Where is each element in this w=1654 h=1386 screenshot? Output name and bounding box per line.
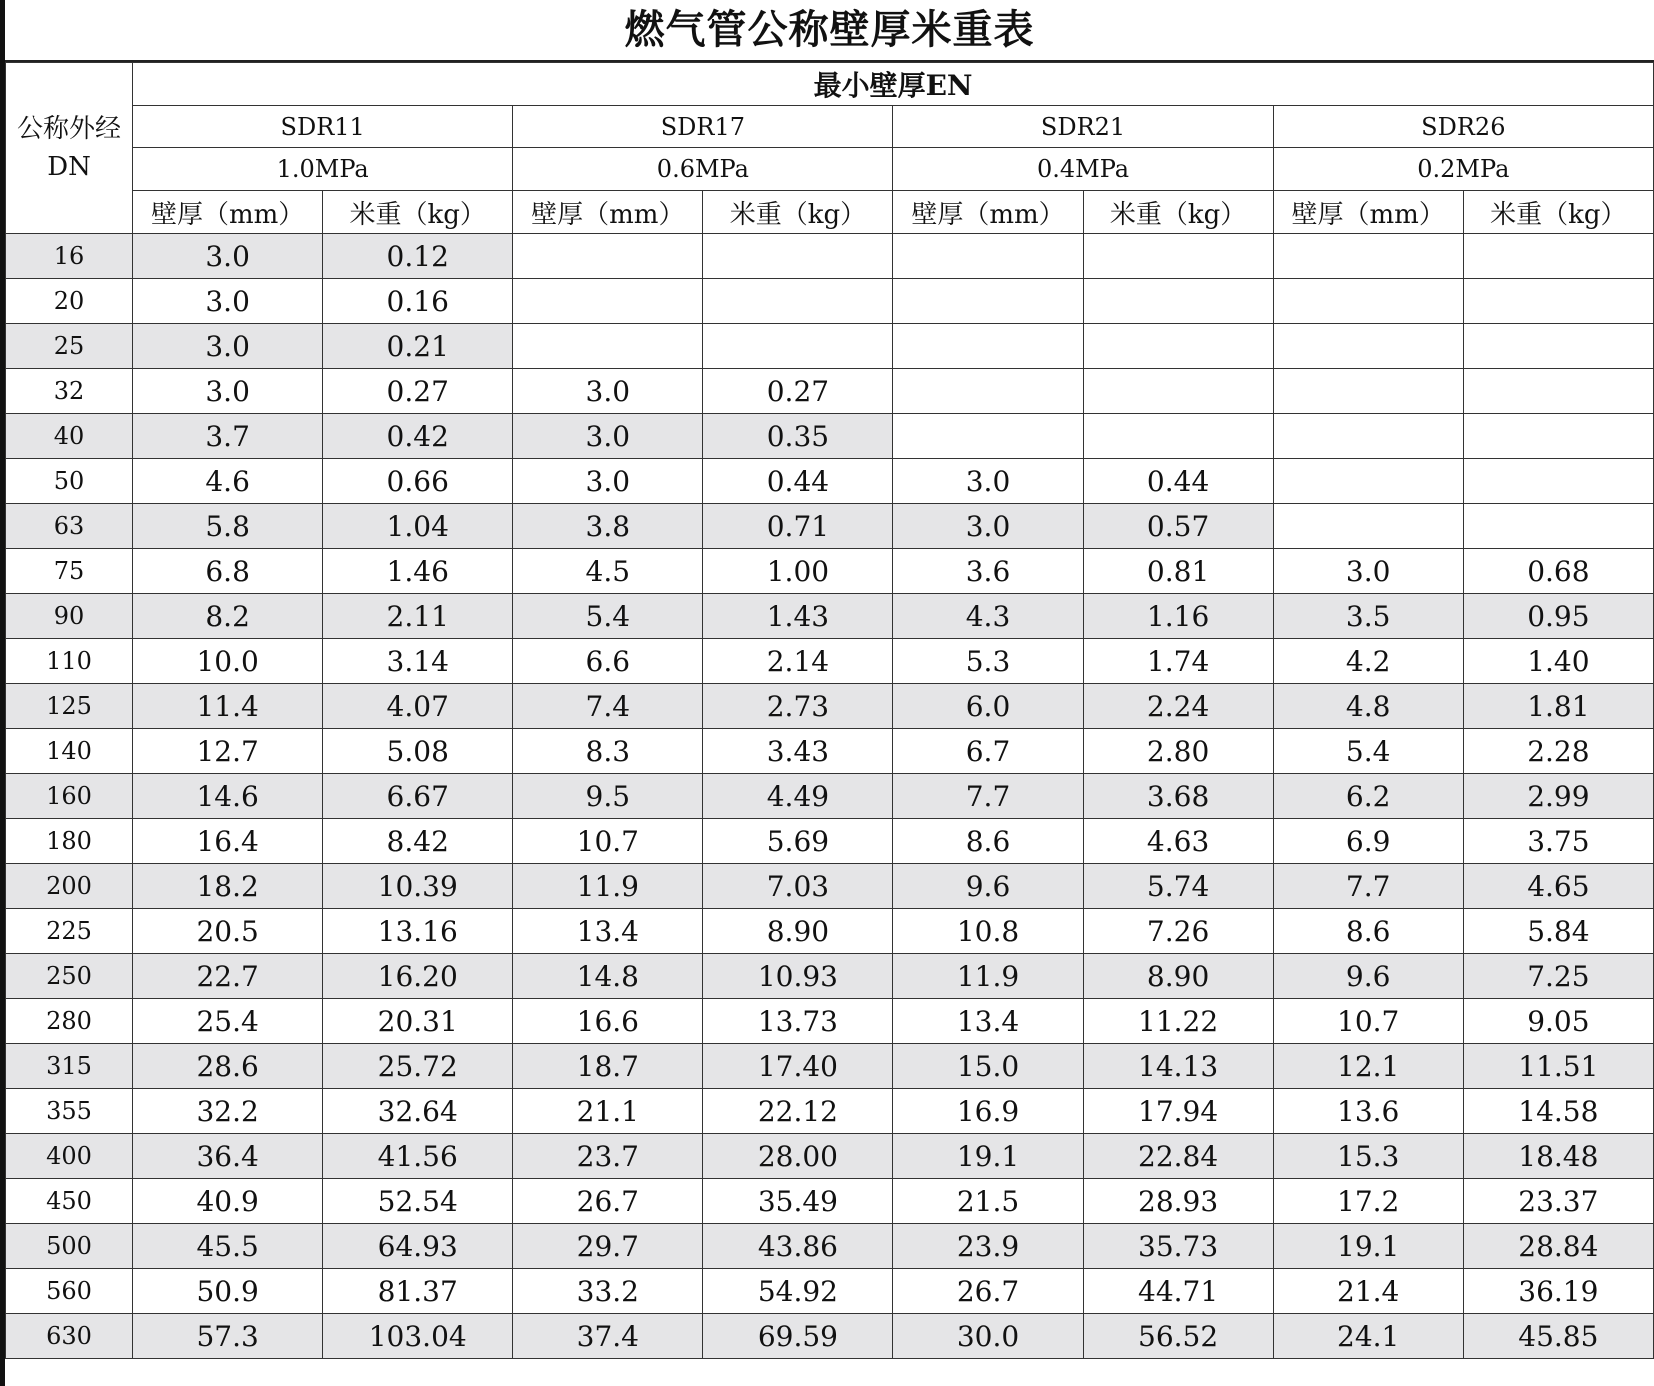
cell-sdr11-weight: 1.04 [323, 504, 513, 549]
cell-sdr17-weight: 10.93 [703, 954, 893, 999]
cell-sdr17-weight [703, 234, 893, 279]
cell-sdr21-weight: 0.81 [1083, 549, 1273, 594]
cell-sdr17-thickness: 14.8 [513, 954, 703, 999]
cell-sdr21-weight [1083, 414, 1273, 459]
cell-sdr26-thickness [1273, 459, 1463, 504]
cell-sdr11-thickness: 8.2 [133, 594, 323, 639]
cell-sdr26-weight: 2.99 [1463, 774, 1653, 819]
table-body [6, 234, 1654, 1359]
cell-sdr21-thickness [893, 414, 1083, 459]
cell-sdr21-thickness: 4.3 [893, 594, 1083, 639]
cell-sdr21-weight: 2.24 [1083, 684, 1273, 729]
table-row [6, 909, 1654, 954]
cell-sdr21-thickness: 6.7 [893, 729, 1083, 774]
cell-sdr17-thickness: 3.0 [513, 459, 703, 504]
cell-sdr21-thickness: 6.0 [893, 684, 1083, 729]
cell-sdr11-weight: 13.16 [323, 909, 513, 954]
cell-sdr11-thickness: 5.8 [133, 504, 323, 549]
cell-sdr11-thickness: 4.6 [133, 459, 323, 504]
cell-dn: 450 [6, 1179, 133, 1224]
table-row [6, 729, 1654, 774]
col-weight-sdr11: 米重（kg） [323, 191, 513, 234]
cell-dn: 355 [6, 1089, 133, 1134]
cell-sdr21-weight: 44.71 [1083, 1269, 1273, 1314]
cell-sdr11-weight: 1.46 [323, 549, 513, 594]
cell-sdr26-weight: 7.25 [1463, 954, 1653, 999]
cell-sdr17-weight: 1.43 [703, 594, 893, 639]
cell-sdr21-thickness: 3.0 [893, 459, 1083, 504]
cell-sdr17-thickness: 10.7 [513, 819, 703, 864]
sdr-header-sdr26: SDR26 [1273, 106, 1653, 148]
table-row [6, 504, 1654, 549]
cell-sdr11-weight: 0.12 [323, 234, 513, 279]
cell-sdr21-weight: 3.68 [1083, 774, 1273, 819]
table-row [6, 324, 1654, 369]
cell-sdr11-weight: 3.14 [323, 639, 513, 684]
cell-sdr21-thickness [893, 369, 1083, 414]
cell-sdr11-weight: 16.20 [323, 954, 513, 999]
cell-sdr26-weight: 11.51 [1463, 1044, 1653, 1089]
cell-sdr17-weight: 2.73 [703, 684, 893, 729]
cell-sdr21-weight: 22.84 [1083, 1134, 1273, 1179]
table-row [6, 1134, 1654, 1179]
cell-sdr17-thickness: 4.5 [513, 549, 703, 594]
cell-sdr11-thickness: 22.7 [133, 954, 323, 999]
cell-sdr17-weight: 13.73 [703, 999, 893, 1044]
pipe-weight-table [5, 62, 1654, 1359]
cell-sdr11-weight: 52.54 [323, 1179, 513, 1224]
pressure-header-sdr21: 0.4MPa [893, 148, 1273, 191]
cell-sdr17-weight: 8.90 [703, 909, 893, 954]
cell-sdr21-weight: 7.26 [1083, 909, 1273, 954]
sdr-header-sdr11: SDR11 [133, 106, 513, 148]
cell-sdr26-weight [1463, 234, 1653, 279]
table-row [6, 1044, 1654, 1089]
cell-sdr17-weight: 22.12 [703, 1089, 893, 1134]
cell-sdr11-thickness: 11.4 [133, 684, 323, 729]
col-weight-sdr17: 米重（kg） [703, 191, 893, 234]
cell-sdr11-thickness: 20.5 [133, 909, 323, 954]
cell-sdr26-weight [1463, 459, 1653, 504]
col-thickness-sdr17: 壁厚（mm） [513, 191, 703, 234]
cell-sdr11-thickness: 50.9 [133, 1269, 323, 1314]
cell-sdr21-thickness [893, 279, 1083, 324]
cell-dn: 400 [6, 1134, 133, 1179]
dn-header-line1: 公称外经 [17, 114, 122, 144]
cell-sdr11-thickness: 3.0 [133, 279, 323, 324]
sdr-header-sdr17: SDR17 [513, 106, 893, 148]
cell-sdr26-weight [1463, 414, 1653, 459]
cell-sdr17-thickness: 21.1 [513, 1089, 703, 1134]
cell-dn: 16 [6, 234, 133, 279]
cell-sdr26-weight: 9.05 [1463, 999, 1653, 1044]
col-thickness-sdr21: 壁厚（mm） [893, 191, 1083, 234]
cell-sdr11-weight: 0.66 [323, 459, 513, 504]
cell-sdr11-weight: 4.07 [323, 684, 513, 729]
cell-sdr17-thickness: 3.0 [513, 414, 703, 459]
cell-sdr17-thickness: 16.6 [513, 999, 703, 1044]
col-thickness-sdr11: 壁厚（mm） [133, 191, 323, 234]
table-row [6, 774, 1654, 819]
table-title: 燃气管公称壁厚米重表 [5, 0, 1654, 62]
cell-sdr21-weight [1083, 369, 1273, 414]
cell-sdr21-thickness: 9.6 [893, 864, 1083, 909]
cell-sdr17-weight: 4.49 [703, 774, 893, 819]
cell-sdr21-thickness: 3.0 [893, 504, 1083, 549]
cell-sdr11-thickness: 18.2 [133, 864, 323, 909]
cell-dn: 560 [6, 1269, 133, 1314]
cell-sdr17-weight [703, 324, 893, 369]
cell-sdr11-thickness: 57.3 [133, 1314, 323, 1359]
cell-sdr17-thickness: 5.4 [513, 594, 703, 639]
cell-sdr21-thickness: 11.9 [893, 954, 1083, 999]
cell-dn: 32 [6, 369, 133, 414]
col-weight-sdr21: 米重（kg） [1083, 191, 1273, 234]
cell-sdr11-thickness: 16.4 [133, 819, 323, 864]
cell-sdr11-weight: 6.67 [323, 774, 513, 819]
cell-sdr17-thickness: 18.7 [513, 1044, 703, 1089]
cell-dn: 280 [6, 999, 133, 1044]
cell-dn: 500 [6, 1224, 133, 1269]
cell-sdr26-thickness: 3.0 [1273, 549, 1463, 594]
cell-sdr21-weight: 8.90 [1083, 954, 1273, 999]
cell-sdr11-weight: 5.08 [323, 729, 513, 774]
cell-sdr26-weight: 1.40 [1463, 639, 1653, 684]
cell-sdr21-thickness: 5.3 [893, 639, 1083, 684]
cell-dn: 50 [6, 459, 133, 504]
cell-sdr26-thickness: 12.1 [1273, 1044, 1463, 1089]
cell-sdr17-thickness: 7.4 [513, 684, 703, 729]
pressure-header-sdr26: 0.2MPa [1273, 148, 1653, 191]
table-row [6, 414, 1654, 459]
table-row [6, 1089, 1654, 1134]
cell-sdr21-thickness [893, 234, 1083, 279]
cell-sdr17-thickness: 8.3 [513, 729, 703, 774]
cell-sdr11-weight: 10.39 [323, 864, 513, 909]
cell-sdr26-thickness: 5.4 [1273, 729, 1463, 774]
cell-dn: 90 [6, 594, 133, 639]
table-row [6, 639, 1654, 684]
cell-sdr26-weight [1463, 279, 1653, 324]
cell-sdr11-thickness: 40.9 [133, 1179, 323, 1224]
cell-sdr11-weight: 0.21 [323, 324, 513, 369]
cell-sdr17-weight: 5.69 [703, 819, 893, 864]
cell-sdr26-thickness: 13.6 [1273, 1089, 1463, 1134]
cell-sdr26-weight [1463, 504, 1653, 549]
cell-sdr17-thickness: 23.7 [513, 1134, 703, 1179]
cell-sdr17-thickness: 3.0 [513, 369, 703, 414]
cell-sdr26-weight: 5.84 [1463, 909, 1653, 954]
cell-sdr26-thickness [1273, 414, 1463, 459]
cell-sdr11-weight: 0.42 [323, 414, 513, 459]
cell-sdr17-weight [703, 279, 893, 324]
cell-sdr11-weight: 25.72 [323, 1044, 513, 1089]
pressure-header-sdr17: 0.6MPa [513, 148, 893, 191]
cell-sdr26-thickness: 4.2 [1273, 639, 1463, 684]
cell-sdr26-thickness: 15.3 [1273, 1134, 1463, 1179]
cell-sdr21-weight: 35.73 [1083, 1224, 1273, 1269]
cell-sdr26-weight [1463, 324, 1653, 369]
cell-sdr21-thickness: 13.4 [893, 999, 1083, 1044]
cell-sdr11-thickness: 25.4 [133, 999, 323, 1044]
cell-sdr26-weight: 2.28 [1463, 729, 1653, 774]
cell-sdr11-weight: 20.31 [323, 999, 513, 1044]
cell-sdr26-weight: 23.37 [1463, 1179, 1653, 1224]
cell-sdr11-thickness: 36.4 [133, 1134, 323, 1179]
cell-dn: 180 [6, 819, 133, 864]
cell-sdr11-thickness: 32.2 [133, 1089, 323, 1134]
cell-sdr26-thickness: 6.9 [1273, 819, 1463, 864]
cell-sdr17-weight: 2.14 [703, 639, 893, 684]
cell-sdr17-thickness: 29.7 [513, 1224, 703, 1269]
cell-sdr11-weight: 64.93 [323, 1224, 513, 1269]
cell-sdr11-weight: 103.04 [323, 1314, 513, 1359]
cell-sdr17-weight: 3.43 [703, 729, 893, 774]
cell-sdr26-weight: 1.81 [1463, 684, 1653, 729]
cell-sdr26-thickness: 3.5 [1273, 594, 1463, 639]
cell-sdr17-thickness: 9.5 [513, 774, 703, 819]
cell-sdr21-weight: 14.13 [1083, 1044, 1273, 1089]
cell-sdr26-thickness: 6.2 [1273, 774, 1463, 819]
cell-sdr26-thickness [1273, 324, 1463, 369]
cell-sdr17-weight: 35.49 [703, 1179, 893, 1224]
cell-sdr21-weight: 4.63 [1083, 819, 1273, 864]
table-row [6, 1314, 1654, 1359]
cell-dn: 63 [6, 504, 133, 549]
cell-sdr17-weight: 7.03 [703, 864, 893, 909]
table-row [6, 369, 1654, 414]
cell-sdr21-weight: 56.52 [1083, 1314, 1273, 1359]
cell-sdr11-thickness: 14.6 [133, 774, 323, 819]
table-row [6, 1224, 1654, 1269]
cell-dn: 225 [6, 909, 133, 954]
cell-sdr11-thickness: 12.7 [133, 729, 323, 774]
dn-header [6, 63, 133, 234]
cell-sdr11-thickness: 28.6 [133, 1044, 323, 1089]
min-wall-thickness-header: 最小壁厚EN [133, 63, 1654, 106]
cell-sdr17-thickness: 3.8 [513, 504, 703, 549]
cell-sdr26-thickness [1273, 369, 1463, 414]
cell-sdr17-weight: 17.40 [703, 1044, 893, 1089]
table-row [6, 819, 1654, 864]
cell-sdr26-weight: 28.84 [1463, 1224, 1653, 1269]
table-header [6, 63, 1654, 234]
cell-sdr21-weight: 0.44 [1083, 459, 1273, 504]
cell-sdr26-weight [1463, 369, 1653, 414]
cell-sdr21-weight: 11.22 [1083, 999, 1273, 1044]
cell-sdr11-thickness: 3.0 [133, 324, 323, 369]
cell-dn: 25 [6, 324, 133, 369]
cell-sdr26-thickness: 8.6 [1273, 909, 1463, 954]
cell-sdr26-weight: 0.68 [1463, 549, 1653, 594]
cell-sdr26-thickness: 4.8 [1273, 684, 1463, 729]
sdr-header-sdr21: SDR21 [893, 106, 1273, 148]
cell-sdr11-weight: 32.64 [323, 1089, 513, 1134]
cell-sdr21-weight: 17.94 [1083, 1089, 1273, 1134]
cell-sdr26-weight: 3.75 [1463, 819, 1653, 864]
cell-sdr26-thickness: 24.1 [1273, 1314, 1463, 1359]
cell-sdr11-weight: 8.42 [323, 819, 513, 864]
cell-sdr17-thickness: 33.2 [513, 1269, 703, 1314]
cell-sdr21-thickness [893, 324, 1083, 369]
cell-sdr11-thickness: 3.0 [133, 369, 323, 414]
cell-dn: 200 [6, 864, 133, 909]
cell-dn: 20 [6, 279, 133, 324]
dn-header-line2: DN [47, 152, 91, 182]
cell-sdr21-weight: 1.74 [1083, 639, 1273, 684]
cell-sdr21-thickness: 19.1 [893, 1134, 1083, 1179]
cell-sdr17-thickness [513, 279, 703, 324]
cell-sdr17-thickness: 26.7 [513, 1179, 703, 1224]
cell-dn: 110 [6, 639, 133, 684]
table-row [6, 1269, 1654, 1314]
cell-sdr21-weight [1083, 279, 1273, 324]
col-weight-sdr26: 米重（kg） [1463, 191, 1653, 234]
cell-sdr11-weight: 81.37 [323, 1269, 513, 1314]
cell-sdr17-thickness: 6.6 [513, 639, 703, 684]
cell-sdr17-weight: 0.71 [703, 504, 893, 549]
cell-sdr17-thickness: 13.4 [513, 909, 703, 954]
cell-sdr21-thickness: 26.7 [893, 1269, 1083, 1314]
cell-sdr26-weight: 18.48 [1463, 1134, 1653, 1179]
cell-sdr26-weight: 36.19 [1463, 1269, 1653, 1314]
cell-sdr21-thickness: 30.0 [893, 1314, 1083, 1359]
table-row [6, 954, 1654, 999]
cell-dn: 315 [6, 1044, 133, 1089]
cell-sdr17-thickness: 37.4 [513, 1314, 703, 1359]
cell-dn: 160 [6, 774, 133, 819]
cell-sdr21-thickness: 15.0 [893, 1044, 1083, 1089]
table-row [6, 279, 1654, 324]
cell-sdr11-weight: 0.27 [323, 369, 513, 414]
cell-dn: 40 [6, 414, 133, 459]
cell-sdr21-weight: 2.80 [1083, 729, 1273, 774]
table-row [6, 459, 1654, 504]
cell-sdr26-thickness: 10.7 [1273, 999, 1463, 1044]
cell-dn: 630 [6, 1314, 133, 1359]
cell-sdr17-weight: 1.00 [703, 549, 893, 594]
cell-sdr17-weight: 28.00 [703, 1134, 893, 1179]
table-row [6, 684, 1654, 729]
cell-sdr17-thickness [513, 234, 703, 279]
cell-sdr21-thickness: 10.8 [893, 909, 1083, 954]
cell-sdr21-thickness: 8.6 [893, 819, 1083, 864]
cell-sdr17-weight: 0.44 [703, 459, 893, 504]
cell-sdr21-weight: 5.74 [1083, 864, 1273, 909]
cell-sdr26-thickness: 7.7 [1273, 864, 1463, 909]
cell-sdr26-thickness: 9.6 [1273, 954, 1463, 999]
cell-dn: 75 [6, 549, 133, 594]
cell-sdr11-thickness: 3.0 [133, 234, 323, 279]
cell-sdr26-thickness: 17.2 [1273, 1179, 1463, 1224]
cell-sdr17-weight: 69.59 [703, 1314, 893, 1359]
cell-sdr21-weight: 1.16 [1083, 594, 1273, 639]
cell-sdr17-weight: 54.92 [703, 1269, 893, 1314]
pressure-header-sdr11: 1.0MPa [133, 148, 513, 191]
cell-sdr21-weight: 0.57 [1083, 504, 1273, 549]
cell-sdr26-thickness [1273, 504, 1463, 549]
cell-sdr21-weight [1083, 234, 1273, 279]
cell-sdr11-thickness: 3.7 [133, 414, 323, 459]
cell-sdr21-weight: 28.93 [1083, 1179, 1273, 1224]
table-row [6, 234, 1654, 279]
cell-sdr26-weight: 45.85 [1463, 1314, 1653, 1359]
cell-sdr21-thickness: 21.5 [893, 1179, 1083, 1224]
cell-sdr11-thickness: 6.8 [133, 549, 323, 594]
cell-sdr26-weight: 14.58 [1463, 1089, 1653, 1134]
cell-sdr11-thickness: 10.0 [133, 639, 323, 684]
cell-sdr21-thickness: 7.7 [893, 774, 1083, 819]
cell-sdr21-thickness: 3.6 [893, 549, 1083, 594]
cell-sdr11-weight: 41.56 [323, 1134, 513, 1179]
table-row [6, 864, 1654, 909]
cell-dn: 250 [6, 954, 133, 999]
table-row [6, 549, 1654, 594]
table-row [6, 999, 1654, 1044]
cell-sdr26-weight: 0.95 [1463, 594, 1653, 639]
cell-sdr17-thickness: 11.9 [513, 864, 703, 909]
cell-sdr11-weight: 2.11 [323, 594, 513, 639]
cell-sdr26-weight: 4.65 [1463, 864, 1653, 909]
cell-sdr21-thickness: 16.9 [893, 1089, 1083, 1134]
cell-sdr21-thickness: 23.9 [893, 1224, 1083, 1269]
cell-sdr17-thickness [513, 324, 703, 369]
cell-sdr26-thickness [1273, 234, 1463, 279]
cell-sdr26-thickness [1273, 279, 1463, 324]
cell-dn: 125 [6, 684, 133, 729]
cell-sdr17-weight: 0.35 [703, 414, 893, 459]
cell-sdr17-weight: 43.86 [703, 1224, 893, 1269]
table-row [6, 1179, 1654, 1224]
cell-sdr17-weight: 0.27 [703, 369, 893, 414]
table-row [6, 594, 1654, 639]
cell-sdr11-weight: 0.16 [323, 279, 513, 324]
cell-dn: 140 [6, 729, 133, 774]
col-thickness-sdr26: 壁厚（mm） [1273, 191, 1463, 234]
cell-sdr11-thickness: 45.5 [133, 1224, 323, 1269]
cell-sdr26-thickness: 21.4 [1273, 1269, 1463, 1314]
cell-sdr21-weight [1083, 324, 1273, 369]
cell-sdr26-thickness: 19.1 [1273, 1224, 1463, 1269]
